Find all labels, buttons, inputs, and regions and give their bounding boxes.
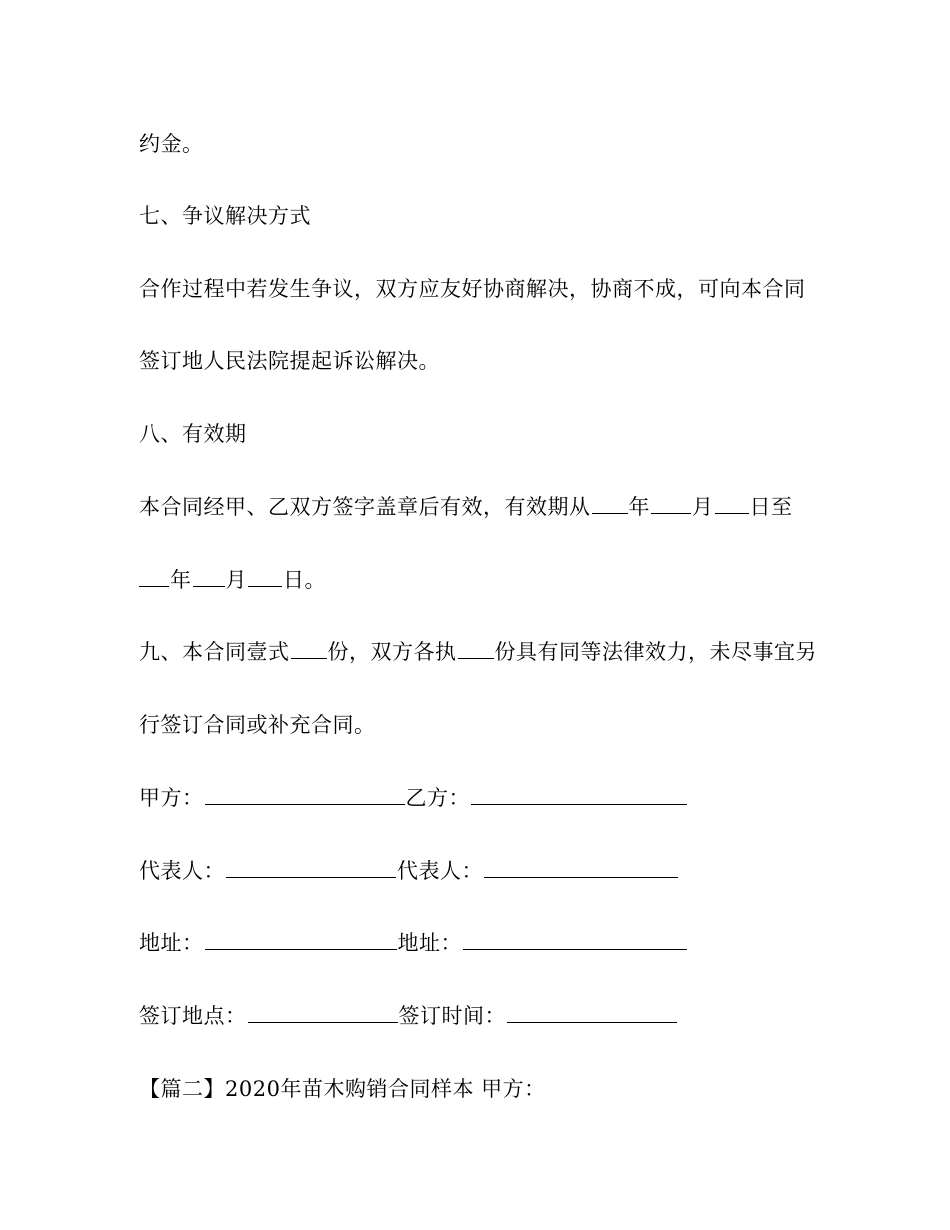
text: 行签订合同或补充合同。 (139, 713, 376, 737)
time-label: 签订时间： (398, 1004, 506, 1028)
text-line (139, 638, 817, 666)
text: 本合同经甲、乙双方签字盖章后有效，有效期从 (139, 495, 591, 519)
blank-line (715, 493, 749, 514)
section-heading (139, 202, 311, 230)
signature-row (139, 784, 688, 812)
addr-b-label: 地址： (397, 931, 462, 955)
text-line (139, 347, 440, 375)
place-label: 签订地点： (139, 1004, 247, 1028)
text: 七、争议解决方式 (139, 204, 311, 228)
blank-line (193, 566, 225, 587)
party-b-blank (471, 784, 687, 805)
rep-b-label: 代表人： (397, 859, 483, 883)
text: 年 (628, 495, 650, 519)
text-line (139, 130, 204, 158)
blank-line (651, 493, 691, 514)
rep-a-label: 代表人： (139, 859, 225, 883)
text: 月 (692, 495, 714, 519)
text: 签订地人民法院提起诉讼解决。 (139, 349, 440, 373)
rep-b-blank (484, 857, 678, 878)
text: 日至 (749, 495, 793, 519)
section-heading (139, 420, 247, 448)
blank-line (592, 493, 628, 514)
next-section-title (139, 1075, 546, 1103)
text: 年 (170, 568, 192, 592)
addr-b-blank (463, 929, 687, 950)
party-b-label: 乙方： (405, 786, 470, 810)
signature-row (139, 857, 679, 885)
addr-a-blank (205, 929, 397, 950)
signature-row (139, 929, 688, 957)
text: 九、本合同壹式 (139, 640, 290, 664)
blank-line (291, 638, 327, 659)
text-line (139, 275, 806, 303)
blank-line (139, 566, 169, 587)
addr-a-label: 地址： (139, 931, 204, 955)
text: 约金。 (139, 132, 204, 156)
text: 八、有效期 (139, 422, 247, 446)
text-line (139, 493, 793, 521)
time-blank (507, 1002, 677, 1023)
text: 日。 (283, 568, 326, 592)
text-line (139, 711, 376, 739)
signature-row (139, 1002, 678, 1030)
text-line (139, 566, 326, 594)
blank-line (458, 638, 494, 659)
text: 合作过程中若发生争议，双方应友好协商解决，协商不成，可向本合同 (139, 277, 806, 301)
rep-a-blank (226, 857, 396, 878)
place-blank (248, 1002, 398, 1023)
blank-line (248, 566, 282, 587)
text: 份，双方各执 (327, 640, 457, 664)
text: 月 (225, 568, 247, 592)
party-a-label: 甲方： (139, 786, 204, 810)
party-a-blank (205, 784, 405, 805)
text: 【篇二】2020年苗木购销合同样本 甲方： (139, 1077, 546, 1101)
text: 份具有同等法律效力，未尽事宜另 (494, 640, 817, 664)
